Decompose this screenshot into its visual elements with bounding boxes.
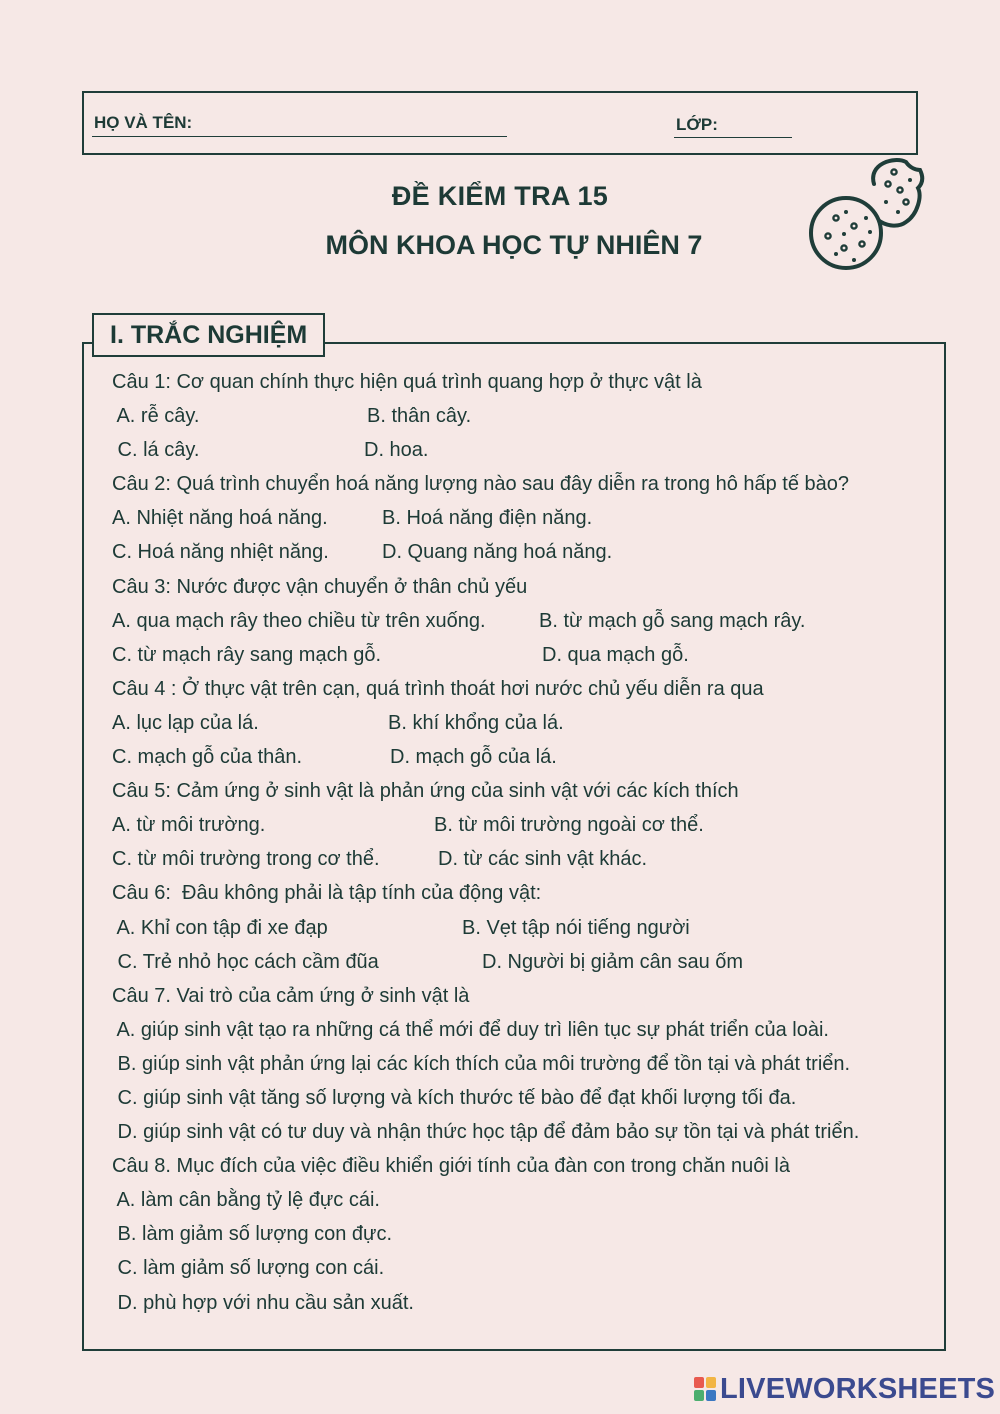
answer-option-second[interactable]: B. Hoá năng điện năng. <box>382 507 593 530</box>
line-text: B. làm giảm số lượng con đực. <box>112 1223 392 1246</box>
answer-row[interactable] <box>112 502 942 536</box>
line-text: C. từ mạch rây sang mạch gỗ. <box>112 643 382 666</box>
line-text: B. giúp sinh vật phản ứng lại các kích thích của môi trường để tồn tại và phát triển. <box>112 1052 851 1075</box>
answer-option-second[interactable]: D. hoa. <box>364 439 429 462</box>
logo-mark-square <box>706 1377 716 1388</box>
liveworksheets-logo-icon <box>694 1377 716 1401</box>
answer-option-second[interactable]: B. từ mạch gỗ sang mạch rây. <box>539 609 806 632</box>
answer-row[interactable] <box>112 605 942 639</box>
answer-row[interactable] <box>112 639 942 673</box>
answer-row[interactable] <box>112 1082 942 1116</box>
line-text: C. từ môi trường trong cơ thể. <box>112 848 380 871</box>
answer-row[interactable] <box>112 434 942 468</box>
logo-mark-square <box>694 1390 704 1401</box>
answer-row[interactable] <box>112 912 942 946</box>
logo-text: LIVEWORKSHEETS <box>720 1372 996 1405</box>
line-text: A. từ môi trường. <box>112 814 266 837</box>
answer-row[interactable] <box>112 1184 942 1218</box>
question-text <box>112 571 942 605</box>
answer-row[interactable] <box>112 536 942 570</box>
line-text: A. Nhiệt năng hoá năng. <box>112 507 328 530</box>
question-text <box>112 877 942 911</box>
question-list <box>112 366 942 1321</box>
answer-option-second[interactable]: D. qua mạch gỗ. <box>542 643 689 666</box>
liveworksheets-logo[interactable] <box>694 1373 995 1405</box>
answer-row[interactable] <box>112 1218 942 1252</box>
answer-row[interactable] <box>112 843 942 877</box>
line-text: Câu 5: Cảm ứng ở sinh vật là phản ứng của sinh vật với các kích thích <box>112 780 739 803</box>
answer-option-second[interactable]: D. Người bị giảm cân sau ốm <box>482 950 744 973</box>
answer-row[interactable] <box>112 1116 942 1150</box>
line-text: A. làm cân bằng tỷ lệ đực cái. <box>112 1189 380 1212</box>
answer-option-second[interactable]: B. từ môi trường ngoài cơ thể. <box>434 814 704 837</box>
line-text: C. lá cây. <box>112 439 200 462</box>
line-text: D. phù hợp với nhu cầu sản xuất. <box>112 1291 414 1314</box>
question-text <box>112 366 942 400</box>
line-text: Câu 6: Đâu không phải là tập tính của động vật: <box>112 882 542 905</box>
cookies-icon <box>806 156 926 276</box>
answer-row[interactable] <box>112 1048 942 1082</box>
answer-row[interactable] <box>112 946 942 980</box>
line-text: Câu 1: Cơ quan chính thực hiện quá trình quang hợp ở thực vật là <box>112 371 702 393</box>
line-text: A. qua mạch rây theo chiều từ trên xuống. <box>112 609 486 632</box>
line-text: Câu 2: Quá trình chuyển hoá năng lượng nào sau đây diễn ra trong hô hấp tế bào? <box>112 473 850 496</box>
answer-option-second[interactable]: B. thân cây. <box>367 405 472 428</box>
answer-option-second[interactable]: B. Vẹt tập nói tiếng người <box>462 916 690 939</box>
line-text: C. mạch gỗ của thân. <box>112 746 303 769</box>
answer-option-second[interactable]: D. Quang năng hoá năng. <box>382 541 613 564</box>
answer-row[interactable] <box>112 1252 942 1286</box>
page-subtitle: MÔN KHOA HỌC TỰ NHIÊN 7 <box>325 230 703 260</box>
line-text: Câu 3: Nước được vận chuyển ở thân chủ yếu <box>112 575 528 598</box>
line-text: Câu 4 : Ở thực vật trên cạn, quá trình thoát hơi nước chủ yếu diễn ra qua <box>112 677 764 700</box>
question-text <box>112 1150 942 1184</box>
answer-row[interactable] <box>112 809 942 843</box>
question-text <box>112 775 942 809</box>
question-text <box>112 980 942 1014</box>
answer-option-second[interactable]: D. mạch gỗ của lá. <box>390 746 557 769</box>
name-label: HỌ VÀ TÊN: <box>94 113 193 132</box>
page-title: ĐỀ KIỂM TRA 15 <box>391 181 609 211</box>
logo-mark-square <box>694 1377 704 1388</box>
student-info-box <box>82 91 918 155</box>
line-text: Câu 8. Mục đích của việc điều khiển giới tính của đàn con trong chăn nuôi là <box>112 1155 790 1178</box>
line-text: D. giúp sinh vật có tư duy và nhận thức học tập để đảm bảo sự tồn tại và phát triển. <box>112 1121 860 1144</box>
question-text <box>112 673 942 707</box>
answer-option-second[interactable]: D. từ các sinh vật khác. <box>438 848 648 871</box>
line-text: C. Trẻ nhỏ học cách cầm đũa <box>112 950 379 973</box>
line-text: C. giúp sinh vật tăng số lượng và kích thước tế bào để đạt khối lượng tối đa. <box>112 1086 797 1109</box>
answer-row[interactable] <box>112 400 942 434</box>
line-text: C. Hoá năng nhiệt năng. <box>112 541 329 564</box>
line-text: A. lục lạp của lá. <box>112 711 259 734</box>
answer-row[interactable] <box>112 707 942 741</box>
line-text: C. làm giảm số lượng con cái. <box>112 1257 385 1280</box>
line-text: A. giúp sinh vật tạo ra những cá thể mới để duy trì liên tục sự phát triển của loài. <box>112 1018 829 1041</box>
answer-row[interactable] <box>112 741 942 775</box>
class-field-line[interactable] <box>674 137 792 138</box>
line-text: A. Khỉ con tập đi xe đạp <box>112 916 328 939</box>
answer-row[interactable] <box>112 1014 942 1048</box>
name-field-line[interactable] <box>92 136 507 137</box>
class-label: LỚP: <box>676 115 718 134</box>
section-heading: I. TRẮC NGHIỆM <box>92 313 325 357</box>
line-text: Câu 7. Vai trò của cảm ứng ở sinh vật là <box>112 984 470 1007</box>
question-text <box>112 468 942 502</box>
line-text: A. rễ cây. <box>112 405 200 428</box>
answer-option-second[interactable]: B. khí khổng của lá. <box>388 711 564 734</box>
answer-row[interactable] <box>112 1287 942 1321</box>
logo-mark-square <box>706 1390 716 1401</box>
